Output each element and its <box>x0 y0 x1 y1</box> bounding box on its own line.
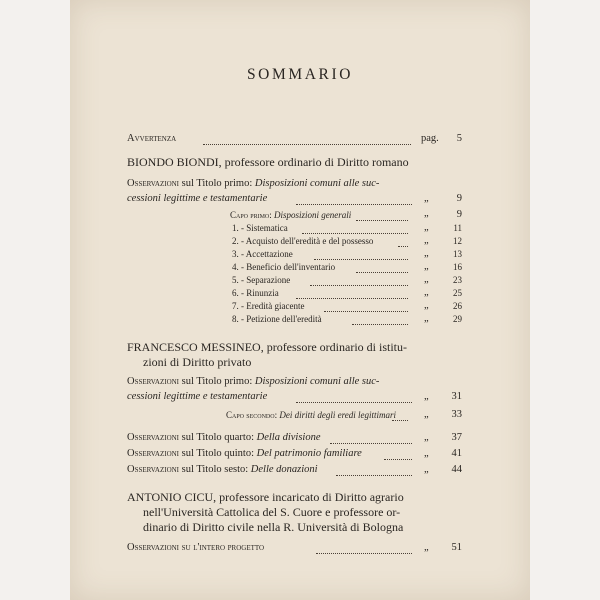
list-item-page: 26 <box>453 301 462 311</box>
ditto-mark: „ <box>424 542 429 553</box>
author-messineo-line-2: zioni di Diritto privato <box>143 355 252 369</box>
observation-lead: Osservazioni <box>127 376 180 387</box>
leader-dots <box>296 392 412 403</box>
ditto-mark: „ <box>424 432 429 443</box>
leader-dots <box>302 223 408 234</box>
observation-text: sul Titolo quinto: <box>179 448 257 459</box>
list-item-page: 23 <box>453 275 462 285</box>
observation-lead: Osservazioni <box>127 448 180 459</box>
list-item: 2. - Acquisto dell'eredità e del possesso <box>232 236 374 246</box>
messineo-observation-2 <box>127 432 321 443</box>
leader-dots <box>398 236 408 247</box>
leader-dots <box>352 314 408 325</box>
observation-text: sul Titolo primo: <box>179 376 255 387</box>
biondi-capo-page: 9 <box>456 209 462 220</box>
messineo-observation-3-page: 41 <box>451 448 462 459</box>
ditto-mark: „ <box>424 235 429 246</box>
observation-title: Della divisione <box>256 432 321 443</box>
leader-dots <box>310 275 408 286</box>
leader-dots <box>330 433 412 444</box>
cicu-observation: Osservazioni su l'intero progetto <box>127 542 265 553</box>
leader-dots <box>356 262 408 273</box>
observation-title: Disposizioni comuni alle suc- <box>254 376 380 387</box>
list-item: 7. - Eredità giacente <box>232 301 305 311</box>
leader-dots <box>296 194 412 205</box>
capo-title: Disposizioni generali <box>274 210 352 220</box>
list-item: 1. - Sistematica <box>232 223 288 233</box>
list-item-page: 16 <box>453 262 462 272</box>
leader-dots <box>316 543 412 554</box>
ditto-mark: „ <box>424 222 429 233</box>
leader-dots <box>296 288 408 299</box>
observation-lead: Osservazioni <box>127 178 180 189</box>
messineo-observation-1-page: 31 <box>451 391 462 402</box>
leader-dots <box>203 134 411 145</box>
ditto-mark: „ <box>424 391 429 402</box>
leader-dots <box>324 301 408 312</box>
avvertenza-pag-label: pag. <box>421 133 439 144</box>
author-cicu-line-3: dinario di Diritto civile nella R. Università di Bologna <box>143 520 404 534</box>
list-item-page: 12 <box>453 236 462 246</box>
messineo-observation-4 <box>127 464 318 475</box>
ditto-mark: „ <box>424 274 429 285</box>
observation-title: Disposizioni comuni alle suc- <box>254 178 380 189</box>
biondi-capo: Capo primo: Disposizioni generali <box>230 210 352 220</box>
messineo-observation-2-page: 37 <box>451 432 462 443</box>
leader-dots <box>392 410 408 421</box>
author-messineo-line-1: FRANCESCO MESSINEO, professore ordinario di istitu- <box>127 340 407 354</box>
list-item: 5. - Separazione <box>232 275 291 285</box>
capo-title: Dei diritti degli eredi legittimari <box>279 410 397 420</box>
ditto-mark: „ <box>424 464 429 475</box>
biondi-observation-line-1 <box>127 178 379 189</box>
observation-title: Delle donazioni <box>250 464 318 475</box>
list-item: 6. - Rinunzia <box>232 288 279 298</box>
ditto-mark: „ <box>424 313 429 324</box>
leader-dots <box>356 210 408 221</box>
capo-lead: Capo primo <box>230 210 270 220</box>
messineo-observation-3 <box>127 448 362 459</box>
ditto-mark: „ <box>424 448 429 459</box>
list-item: 4. - Beneficio dell'inventario <box>232 262 336 272</box>
list-item: 3. - Accettazione <box>232 249 293 259</box>
ditto-mark: „ <box>424 287 429 298</box>
messineo-capo-page: 33 <box>451 409 462 420</box>
ditto-mark: „ <box>424 261 429 272</box>
ditto-mark: „ <box>424 193 429 204</box>
observation-text: sul Titolo sesto: <box>179 464 251 475</box>
page-title: SOMMARIO <box>246 66 354 83</box>
observation-title: Del patrimonio familiare <box>256 448 362 459</box>
ditto-mark: „ <box>424 248 429 259</box>
author-biondi: BIONDO BIONDI, professore ordinario di Diritto romano <box>127 155 409 169</box>
messineo-observation-4-page: 44 <box>451 464 462 475</box>
ditto-mark: „ <box>424 300 429 311</box>
cicu-observation-page: 51 <box>451 542 462 553</box>
list-item-page: 11 <box>453 223 462 233</box>
avvertenza-page: 5 <box>456 133 462 144</box>
list-item-page: 13 <box>453 249 462 259</box>
messineo-observation-1-line-2: cessioni legittime e testamentarie <box>127 391 268 402</box>
list-item-page: 25 <box>453 288 462 298</box>
capo-lead: Capo secondo <box>226 410 275 420</box>
observation-lead: Osservazioni <box>127 464 180 475</box>
biondi-observation-page: 9 <box>456 193 462 204</box>
observation-text: sul Titolo quarto: <box>179 432 257 443</box>
observation-lead: Osservazioni <box>127 432 180 443</box>
leader-dots <box>336 465 412 476</box>
messineo-observation-1-line-1 <box>127 376 379 387</box>
list-item-page: 29 <box>453 314 462 324</box>
avvertenza-label: Avvertenza <box>127 133 177 144</box>
messineo-capo: Capo secondo: Dei diritti degli eredi legittimari <box>226 410 397 420</box>
author-cicu-line-1: ANTONIO CICU, professore incaricato di Diritto agrario <box>127 490 404 504</box>
leader-dots <box>384 449 412 460</box>
ditto-mark: „ <box>424 409 429 420</box>
ditto-mark: „ <box>424 208 429 219</box>
leader-dots <box>314 249 408 260</box>
observation-text: sul Titolo primo: <box>179 178 255 189</box>
author-cicu-line-2: nell'Università Cattolica del S. Cuore e professore or- <box>143 505 401 519</box>
list-item: 8. - Petizione dell'eredità <box>232 314 322 324</box>
biondi-observation-line-2: cessioni legittime e testamentarie <box>127 193 268 204</box>
